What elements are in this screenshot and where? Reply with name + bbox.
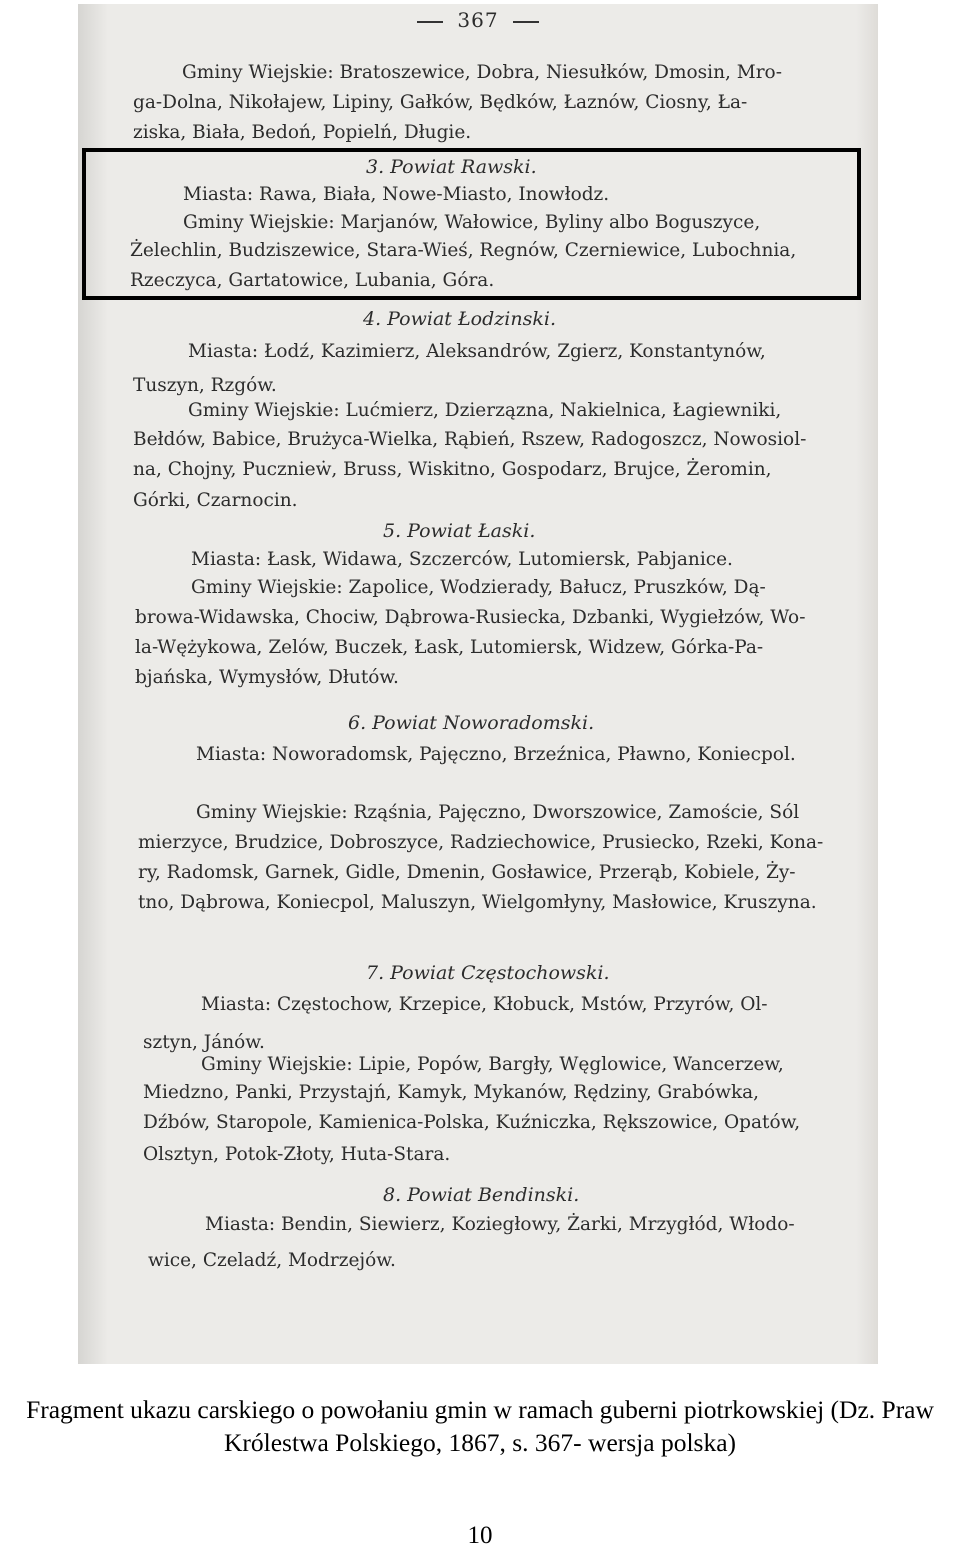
header-dash-right [513, 21, 539, 23]
text-line: Olsztyn, Potok-Złoty, Huta-Stara. [143, 1144, 451, 1165]
text-line: ziska, Biała, Bedoń, Popielń, Długie. [133, 122, 472, 143]
section-heading-laski: 5. Powiat Łaski. [383, 520, 536, 542]
text-line: mierzyce, Brudzice, Dobroszyce, Radziechowice, Prusiecko, Rzeki, Kona- [138, 832, 824, 853]
text-line: Miasta: Łask, Widawa, Szczerców, Lutomiersk, Pabjanice. [191, 549, 733, 570]
section-heading-noworadomski: 6. Powiat Noworadomski. [348, 712, 595, 734]
text-line: Gminy Wiejskie: Lućmierz, Dzierząznа, Nakielnica, Łagiewniki, [188, 400, 782, 421]
text-line: Żelechlin, Budziszewice, Stara-Wieś, Regnów, Czerniewice, Lubochnia, [130, 240, 797, 261]
text-line: wice, Czeladź, Modrzejów. [148, 1250, 396, 1271]
section-heading-czestochowski: 7. Powiat Częstochowski. [366, 962, 610, 984]
text-line: Tuszyn, Rzgów. [133, 375, 277, 396]
text-line: Miedzno, Panki, Przystajń, Kamyk, Mykanów, Rędziny, Grabówka, [143, 1082, 760, 1103]
header-dash-left [417, 21, 443, 23]
text-line: Gminy Wiejskie: Marjanów, Wałowice, Byliny albo Boguszyce, [183, 212, 761, 233]
text-line: tno, Dąbrowa, Koniecpol, Maluszyn, Wielgomłyny, Masłowice, Kruszyna. [138, 892, 817, 913]
scan-page-header [78, 8, 878, 32]
scanned-document-page [78, 4, 878, 1364]
text-line: Gminy Wiejskie: Rząśnia, Pajęczno, Dworszowice, Zamoście, Sól [196, 802, 800, 823]
text-line: browa-Widawska, Chociw, Dąbrowa-Rusiecka, Dzbanki, Wygiełzów, Wo- [135, 607, 806, 628]
text-line: ry, Radomsk, Garnek, Gidle, Dmenin, Gosławice, Przerąb, Kobiele, Ży- [138, 862, 796, 883]
text-line: Gminy Wiejskie: Bratoszewice, Dobra, Niesułków, Dmosin, Mro- [182, 62, 782, 83]
caption-line-1: Fragment ukazu carskiego o powołaniu gmin w ramach guberni piotrkowskiej (Dz. Praw [26, 1395, 934, 1424]
text-line: Górki, Czarnocin. [133, 490, 298, 511]
text-line: Miasta: Noworadomsk, Pajęczno, Brzeźnica, Pławno, Koniecpol. [196, 744, 796, 765]
text-line: Gminy Wiejskie: Lipie, Popów, Bargły, Węglowice, Wancerzew, [201, 1054, 784, 1075]
section-heading-rawski: 3. Powiat Rawski. [366, 156, 537, 178]
text-line: Gminy Wiejskie: Zapolice, Wodzierady, Bałucz, Pruszków, Dą- [191, 577, 766, 598]
section-heading-lodzinski: 4. Powiat Łodzinski. [363, 308, 556, 330]
scan-page-number: 367 [457, 8, 499, 32]
text-line: Miasta: Rawa, Biała, Nowe-Miasto, Inowłodz. [183, 184, 610, 205]
text-line: la-Wężykowa, Zelów, Buczek, Łask, Lutomiersk, Widzew, Górka-Pa- [135, 637, 764, 658]
text-line: Miasta: Częstochow, Krzepice, Kłobuck, Mstów, Przyrów, Ol- [201, 994, 768, 1015]
text-line: na, Chojny, Pucznieẇ, Bruss, Wiskitno, Gospodarz, Brujce, Żeromin, [133, 459, 772, 480]
text-line: Rzeczyca, Gartatowice, Lubania, Góra. [130, 270, 495, 291]
text-line: sztyn, Jánów. [143, 1032, 265, 1053]
text-line: Miasta: Łodź, Kazimierz, Aleksandrów, Zgierz, Konstantynów, [188, 341, 766, 362]
text-line: Bełdów, Babice, Brużyca-Wielka, Rąbień, Rszew, Radogoszcz, Nowosiol- [133, 429, 807, 450]
text-line: ga-Dolna, Nikołajew, Lipiny, Gałków, Będków, Łaznów, Ciosny, Ła- [133, 92, 748, 113]
caption-line-2: Królestwa Polskiego, 1867, s. 367- wersja polska) [223, 1428, 737, 1457]
text-line: Miasta: Bendin, Siewierz, Koziegłowy, Żarki, Mrzygłód, Włodo- [205, 1214, 795, 1235]
figure-caption [0, 1393, 960, 1459]
text-line: bjańska, Wymysłów, Dłutów. [135, 667, 399, 688]
text-line: Dźbów, Staropole, Kamienica-Polska, Kuźniczka, Rększowice, Opatów, [143, 1112, 801, 1133]
highlight-box-powiat-rawski [82, 148, 861, 300]
section-heading-bendinski: 8. Powiat Bendinski. [383, 1184, 580, 1206]
page-number: 10 [467, 1522, 493, 1549]
